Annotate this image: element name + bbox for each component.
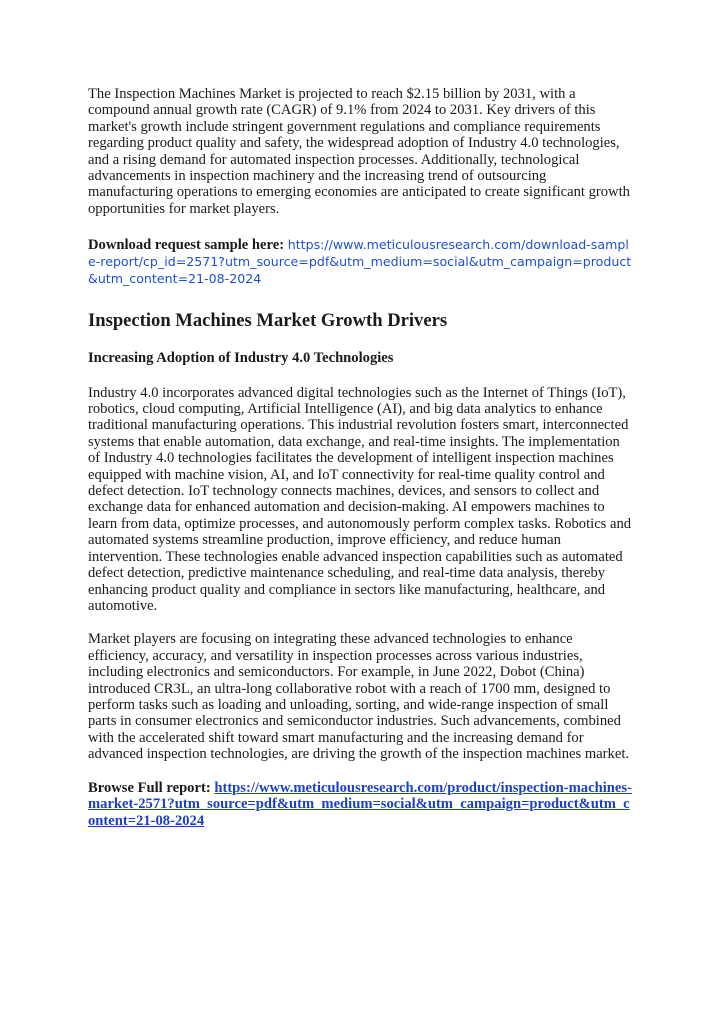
download-sample-label: Download request sample here: bbox=[88, 237, 285, 254]
download-sample-line bbox=[88, 237, 634, 287]
browse-report-line bbox=[88, 780, 634, 830]
section-title: Inspection Machines Market Growth Drivers bbox=[88, 309, 448, 331]
market-players-paragraph: Market players are focusing on integrating these advanced technologies to enhance efficiency, accuracy, and versatility in inspection processes across various industries, including electronics and semiconductors. For example, in June 2022, Dobot (China) introduced CR3L, an ultra-long collaborative robot with a reach of 1700 mm, designed to perform tasks such as loading and unloading, sorting, and wide-range inspection of small parts in consumer electronics and semiconductor industries. Such advancements, combined with the accelerated shift toward smart manufacturing and the increasing demand for advanced inspection technologies, are driving the growth of the inspection machines market. bbox=[88, 631, 630, 763]
download-sample-link[interactable]: https://www.meticulousresearch.com/download-sample-report/cp_id=2571?utm_source=pdf&utm_medium=social&utm_campaign=product&utm_content=21-08-2024 bbox=[88, 237, 632, 286]
industry-4-paragraph: Industry 4.0 incorporates advanced digital technologies such as the Internet of Things (IoT), robotics, cloud computing, Artificial Intelligence (AI), and big data analytics to enhance traditional manufacturing operations. This industrial revolution fosters smart, interconnected systems that enable automation, data exchange, and real-time insights. The implementation of Industry 4.0 technologies facilitates the development of intelligent inspection machines equipped with machine vision, AI, and IoT connectivity for real-time quality control and defect detection. IoT technology connects machines, devices, and sensors to collect and exchange data for enhanced automation and decision-making. AI empowers machines to learn from data, optimize processes, and autonomously perform complex tasks. Robotics and automated systems streamline production, improve efficiency, and reduce human intervention. These technologies enable advanced inspection capabilities such as automated defect detection, predictive maintenance scheduling, and real-time data analysis, thereby enhancing product quality and compliance in sectors like manufacturing, healthcare, and automotive. bbox=[88, 384, 632, 614]
browse-report-link[interactable]: https://www.meticulousresearch.com/product/inspection-machines-market-2571?utm_source=pdf&utm_medium=social&utm_campaign=product&utm_content=21-08-2024 bbox=[88, 779, 632, 829]
browse-report-label: Browse Full report: bbox=[88, 779, 211, 796]
intro-paragraph: The Inspection Machines Market is projected to reach $2.15 billion by 2031, with a compound annual growth rate (CAGR) of 9.1% from 2024 to 2031. Key drivers of this market's growth include stringent government regulations and compliance requirements regarding product quality and safety, the widespread adoption of Industry 4.0 technologies, and a rising demand for automated inspection processes. Additionally, technological advancements in inspection machinery and the increasing trend of outsourcing manufacturing operations to emerging economies are anticipated to create significant growth opportunities for market players. bbox=[88, 86, 630, 217]
document-page bbox=[88, 86, 634, 829]
subsection-title: Increasing Adoption of Industry 4.0 Technologies bbox=[88, 349, 394, 366]
